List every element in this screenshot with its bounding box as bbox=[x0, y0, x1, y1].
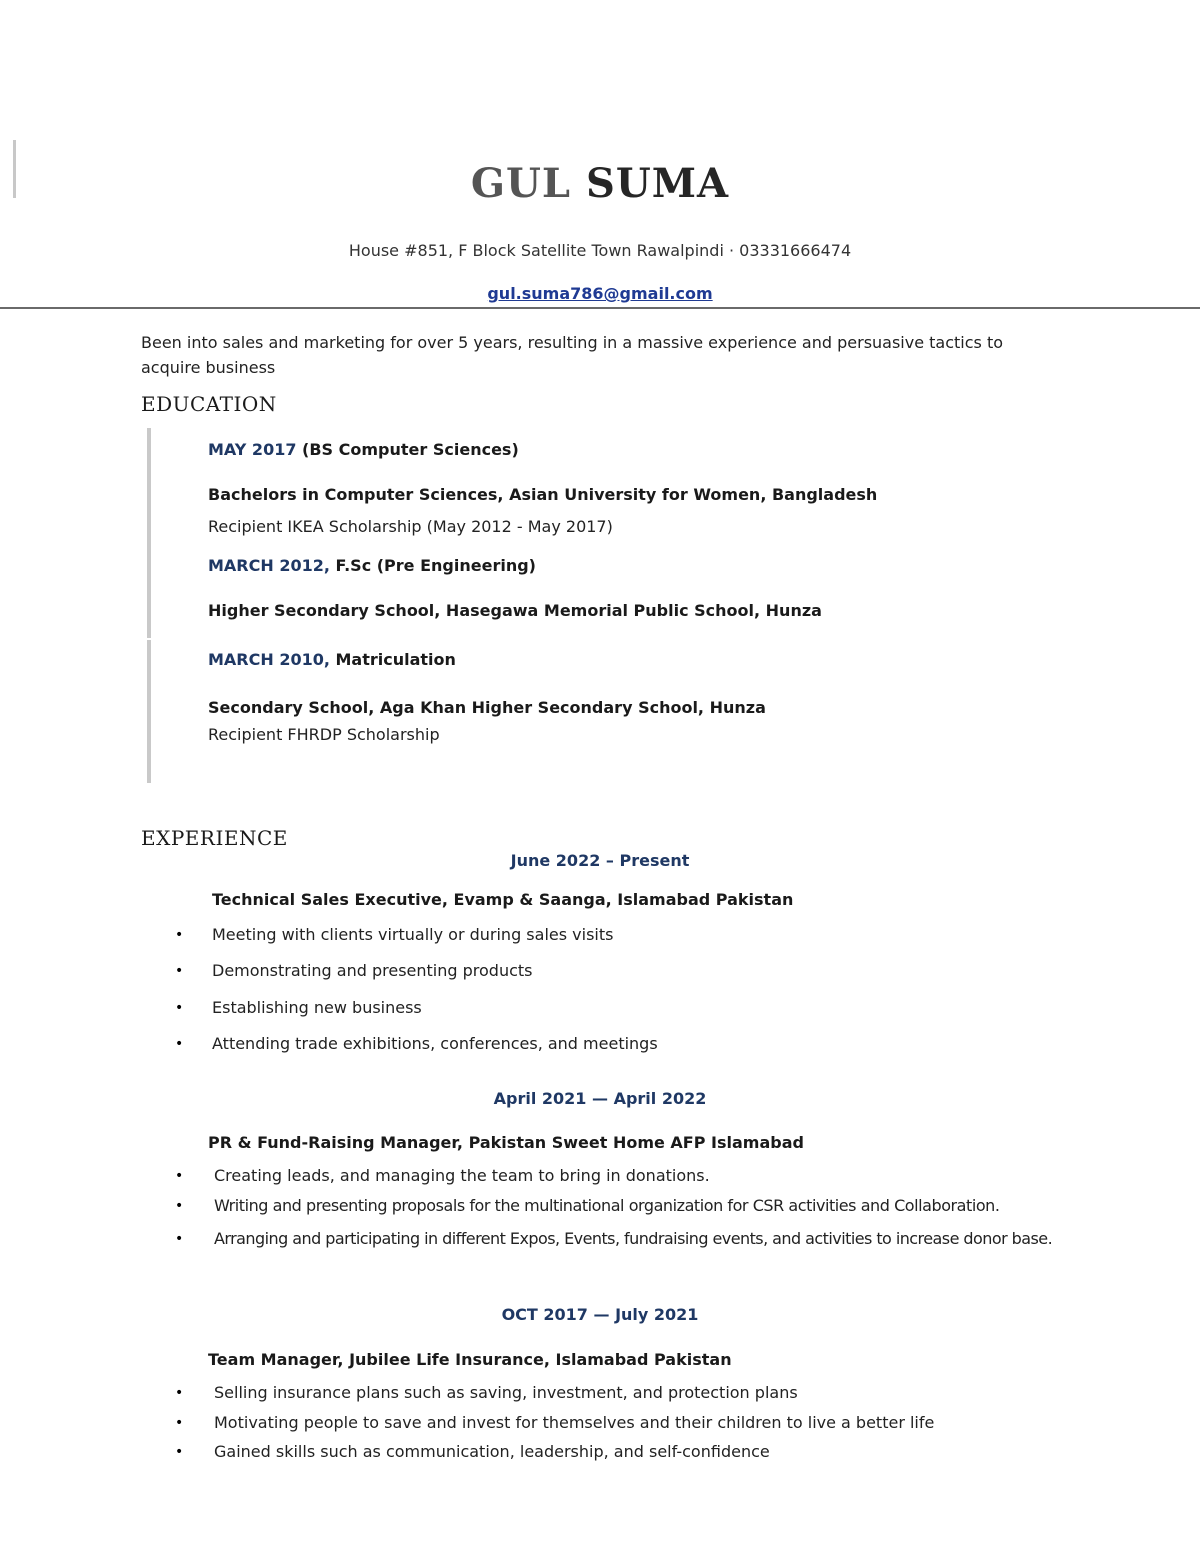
bullet-icon: • bbox=[175, 963, 184, 979]
bullet-icon: • bbox=[175, 927, 184, 943]
bullet-icon: • bbox=[175, 1415, 184, 1431]
job-dates: June 2022 – Present bbox=[510, 851, 690, 870]
experience-heading: EXPERIENCE bbox=[141, 826, 288, 850]
bullet-icon: • bbox=[175, 1444, 184, 1460]
education-note: Recipient IKEA Scholarship (May 2012 - May 2017) bbox=[208, 517, 613, 536]
job-dates: April 2021 — April 2022 bbox=[493, 1089, 707, 1108]
job-bullet: Creating leads, and managing the team to bring in donations. bbox=[214, 1166, 710, 1185]
email-line bbox=[0, 284, 1200, 303]
bullet-icon: • bbox=[175, 1000, 184, 1016]
education-date: MARCH 2010, Matriculation bbox=[208, 650, 456, 669]
job-bullet: Gained skills such as communication, leadership, and self-confidence bbox=[214, 1442, 770, 1461]
education-date: MAY 2017 (BS Computer Sciences) bbox=[208, 440, 519, 459]
job-title: Technical Sales Executive, Evamp & Saanga, Islamabad Pakistan bbox=[212, 890, 794, 909]
summary-text: Been into sales and marketing for over 5 years, resulting in a massive experience and persuasive tactics to acquire business bbox=[141, 333, 1004, 377]
bullet-icon: • bbox=[175, 1168, 184, 1184]
job-bullet: Attending trade exhibitions, conferences, and meetings bbox=[212, 1034, 658, 1053]
job-bullet: Establishing new business bbox=[212, 998, 422, 1017]
education-school: Bachelors in Computer Sciences, Asian University for Women, Bangladesh bbox=[208, 485, 878, 504]
resume-name bbox=[0, 160, 1200, 207]
bullet-icon: • bbox=[175, 1198, 184, 1214]
job-dates: OCT 2017 — July 2021 bbox=[501, 1305, 699, 1324]
education-bar bbox=[147, 428, 151, 638]
job-title: PR & Fund-Raising Manager, Pakistan Sweet Home AFP Islamabad bbox=[208, 1133, 804, 1152]
job-bullet: Writing and presenting proposals for the multinational organization for CSR activities and Collaboration. bbox=[214, 1196, 1000, 1215]
education-note: Recipient FHRDP Scholarship bbox=[208, 725, 440, 744]
job-bullet: Motivating people to save and invest for themselves and their children to live a better life bbox=[214, 1413, 935, 1432]
job-bullet: Meeting with clients virtually or during sales visits bbox=[212, 925, 614, 944]
education-heading: EDUCATION bbox=[141, 392, 277, 416]
email-link[interactable]: gul.suma786@gmail.com bbox=[487, 284, 713, 303]
education-school: Higher Secondary School, Hasegawa Memorial Public School, Hunza bbox=[208, 601, 822, 620]
job-title: Team Manager, Jubilee Life Insurance, Islamabad Pakistan bbox=[208, 1350, 732, 1369]
job-bullet: Selling insurance plans such as saving, investment, and protection plans bbox=[214, 1383, 798, 1402]
education-school: Secondary School, Aga Khan Higher Secondary School, Hunza bbox=[208, 698, 766, 717]
contact-line: House #851, F Block Satellite Town Rawalpindi · 03331666474 bbox=[348, 241, 852, 260]
bullet-icon: • bbox=[175, 1231, 184, 1247]
last-name: SUMA bbox=[586, 160, 730, 207]
bullet-icon: • bbox=[175, 1385, 184, 1401]
job-bullet: Arranging and participating in different Expos, Events, fundraising events, and activities to increase donor base. bbox=[214, 1229, 1053, 1248]
education-bar bbox=[147, 640, 151, 783]
header-divider bbox=[0, 307, 1200, 309]
education-date: MARCH 2012, F.Sc (Pre Engineering) bbox=[208, 556, 536, 575]
first-name: GUL bbox=[470, 160, 572, 207]
job-bullet: Demonstrating and presenting products bbox=[212, 961, 533, 980]
bullet-icon: • bbox=[175, 1036, 184, 1052]
